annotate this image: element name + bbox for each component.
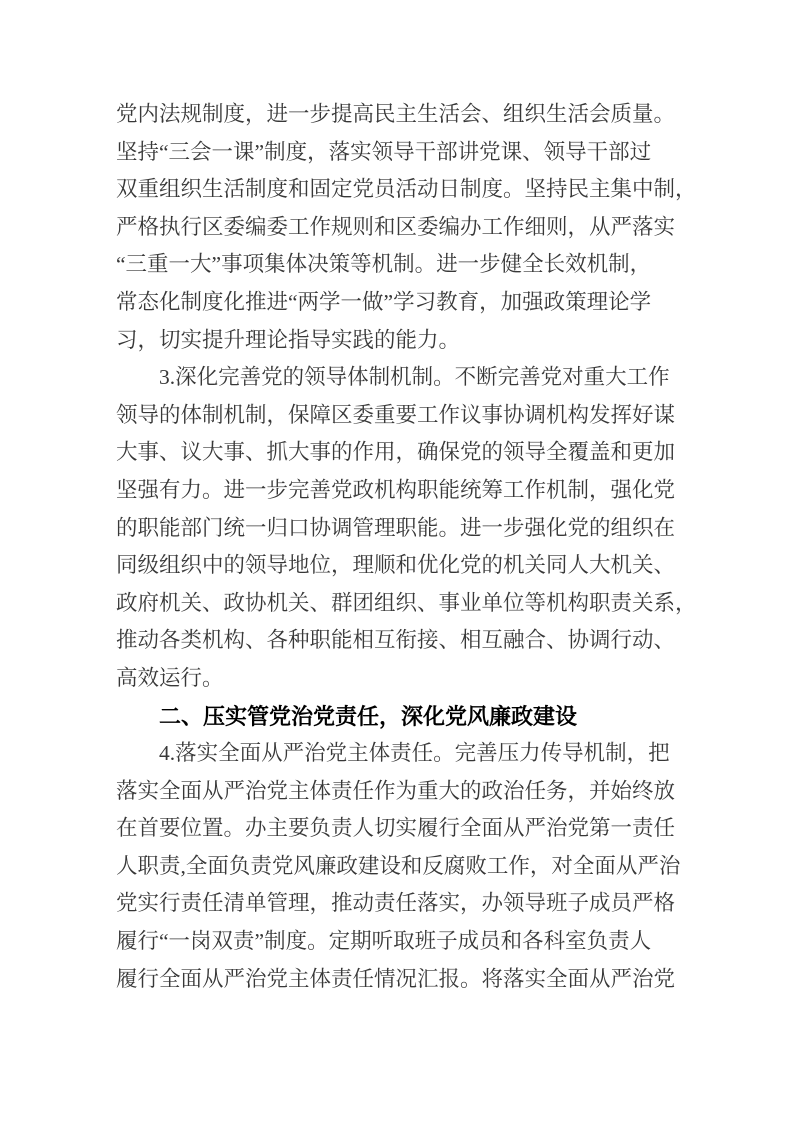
text-line: 的职能部门统一归口协调管理职能。进一步强化党的组织在 <box>116 515 676 540</box>
text-line: 落实全面从严治党主体责任作为重大的政治任务，并始终放 <box>116 778 676 803</box>
text-line: 双重组织生活制度和固定党员活动日制度。坚持民主集中制， <box>116 177 697 202</box>
document-text <box>116 96 697 998</box>
text-line: 党实行责任清单管理，推动责任落实，办领导班子成员严格 <box>116 891 676 916</box>
text-line: 坚强有力。进一步完善党政机构职能统筹工作机制，强化党 <box>116 477 676 502</box>
text-line: “三重一大”事项集体决策等机制。进一步健全长效机制， <box>116 252 652 277</box>
text-line: 3.深化完善党的领导体制机制。不断完善党对重大工作 <box>159 365 670 390</box>
section-heading: 二、压实管党治党责任，深化党风廉政建设 <box>159 703 578 729</box>
text-line: 推动各类机构、各种职能相互衔接、相互融合、协调行动、 <box>116 628 676 653</box>
text-line: 履行“一岗双责”制度。定期听取班子成员和各科室负责人 <box>116 929 652 954</box>
text-line: 政府机关、政协机关、群团组织、事业单位等机构职责关系， <box>116 590 697 615</box>
text-line: 严格执行区委编委工作规则和区委编办工作细则，从严落实 <box>116 214 676 239</box>
text-line: 大事、议大事、抓大事的作用，确保党的领导全覆盖和更加 <box>116 440 676 465</box>
text-line: 坚持“三会一课”制度，落实领导干部讲党课、领导干部过 <box>116 139 652 164</box>
text-line: 在首要位置。办主要负责人切实履行全面从严治党第一责任 <box>116 816 676 841</box>
text-line: 习，切实提升理论指导实践的能力。 <box>116 327 461 352</box>
text-line: 同级组织中的领导地位，理顺和优化党的机关同人大机关、 <box>116 553 676 578</box>
text-line: 常态化制度化推进“两学一做”学习教育，加强政策理论学 <box>116 289 652 314</box>
text-line: 人职责,全面负责党风廉政建设和反腐败工作，对全面从严治 <box>116 853 681 878</box>
text-line: 4.落实全面从严治党主体责任。完善压力传导机制，把 <box>159 741 670 766</box>
text-line: 履行全面从严治党主体责任情况汇报。将落实全面从严治党 <box>116 966 676 991</box>
text-line: 党内法规制度，进一步提高民主生活会、组织生活会质量。 <box>116 102 676 126</box>
text-line: 领导的体制机制，保障区委重要工作议事协调机构发挥好谋 <box>116 402 676 427</box>
text-line: 高效运行。 <box>116 665 224 690</box>
